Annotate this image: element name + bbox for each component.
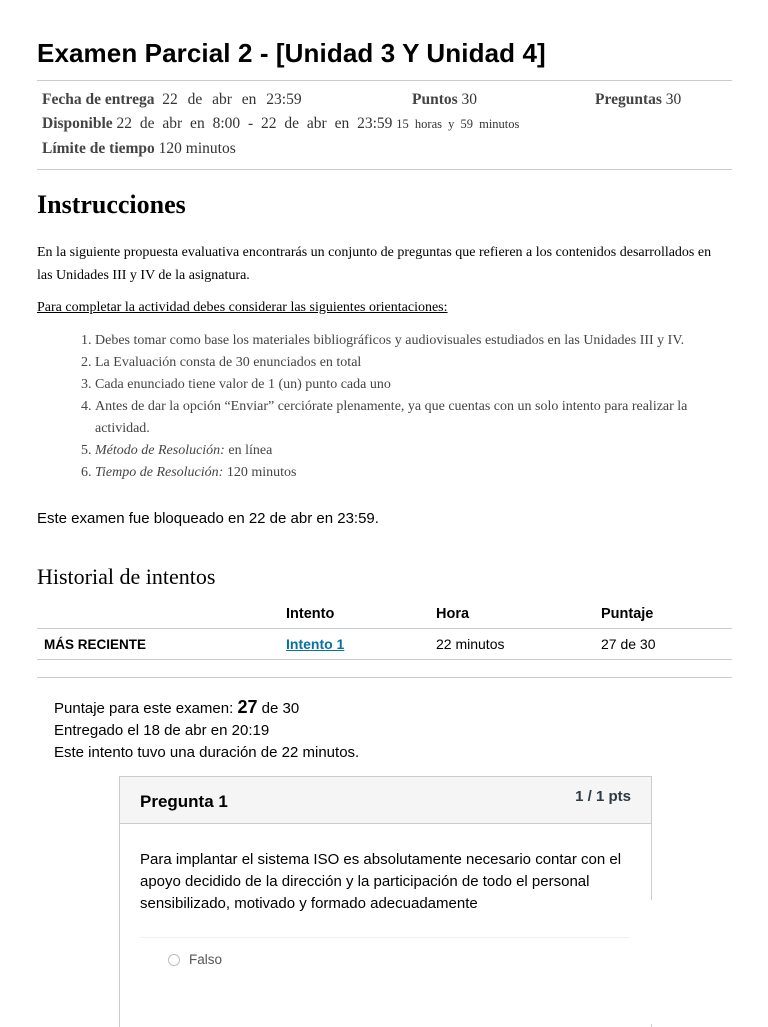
list-item: 6. Tiempo de Resolución: 120 minutos	[95, 462, 717, 484]
time-limit-value: 120 minutos	[158, 140, 236, 157]
divider	[37, 677, 732, 678]
card-edge-mask	[651, 900, 654, 1024]
submitted-line: Entregado el 18 de abr en 20:19	[54, 722, 270, 739]
column-header	[37, 600, 286, 629]
divider	[37, 80, 732, 81]
available-duration: 15 horas y 59 minutos	[396, 117, 520, 131]
due-value: 22 de abr en 23:59	[162, 91, 302, 108]
instructions-heading: Instrucciones	[37, 190, 186, 219]
exam-meta-row-1	[42, 91, 302, 109]
answer-option[interactable]	[168, 952, 222, 967]
question-points: 1 / 1 pts	[575, 788, 631, 805]
available-value: 22 de abr en 8:00 - 22 de abr en 23:59	[116, 115, 393, 132]
answer-divider	[140, 937, 630, 938]
exam-meta-row-3	[42, 140, 236, 158]
attempt-score: 27 de 30	[601, 629, 732, 660]
list-item: 5. Método de Resolución: en línea	[95, 440, 717, 462]
question-card	[119, 776, 652, 1027]
column-header: Intento	[286, 600, 436, 629]
question-header	[120, 777, 651, 824]
questions-meta	[595, 91, 681, 109]
divider	[37, 169, 732, 170]
column-header: Puntaje	[601, 600, 732, 629]
points-meta	[412, 91, 477, 109]
score-total: de 30	[261, 700, 300, 717]
list-item: 3. Cada enunciado tiene valor de 1 (un) punto cada uno	[95, 374, 717, 396]
instructions-intro: En la siguiente propuesta evaluativa encontrarás un conjunto de preguntas que refieren a los contenidos desarrollados en las Unidades III y IV de la asignatura.	[37, 245, 712, 283]
radio-icon[interactable]	[168, 954, 180, 966]
column-header: Hora	[436, 600, 601, 629]
score-line	[54, 697, 299, 718]
locked-notice: Este examen fue bloqueado en 22 de abr en 23:59.	[37, 510, 379, 527]
question-title: Pregunta 1	[140, 792, 228, 811]
table-row	[37, 629, 732, 660]
attempt-link[interactable]: Intento 1	[286, 636, 345, 652]
questions-label: Preguntas	[595, 91, 662, 108]
duration-line: Este intento tuvo una duración de 22 minutos.	[54, 744, 360, 761]
due-label: Fecha de entrega	[42, 91, 155, 108]
points-value: 30	[461, 91, 478, 108]
list-item: 4. Antes de dar la opción “Enviar” cerciórate plenamente, ya que cuentas con un solo intento para realizar la actividad.	[95, 396, 717, 440]
time-limit-label: Límite de tiempo	[42, 140, 155, 157]
exam-meta-row-2	[42, 115, 519, 133]
history-heading: Historial de intentos	[37, 564, 216, 589]
orientation-lead: Para completar la actividad debes considerar las siguientes orientaciones:	[37, 300, 448, 315]
answer-label: Falso	[189, 952, 223, 967]
questions-value: 30	[665, 91, 682, 108]
score-label: Puntaje para este examen:	[54, 700, 234, 717]
table-header-row	[37, 600, 732, 629]
orientations-list	[37, 330, 717, 484]
list-item: 2. La Evaluación consta de 30 enunciados en total	[95, 352, 717, 374]
points-label: Puntos	[412, 91, 458, 108]
question-text: Para implantar el sistema ISO es absolutamente necesario contar con el apoyo decidido de la dirección y la participación de todo el personal sensibilizado, motivado y formado adecuadamente	[140, 851, 622, 912]
recent-tag: MÁS RECIENTE	[37, 629, 286, 660]
attempts-table	[37, 600, 732, 660]
exam-title: Examen Parcial 2 - [Unidad 3 Y Unidad 4]	[37, 38, 546, 68]
score-value: 27	[237, 697, 258, 717]
attempt-time: 22 minutos	[436, 629, 601, 660]
available-label: Disponible	[42, 115, 113, 132]
list-item: 1. Debes tomar como base los materiales bibliográficos y audiovisuales estudiados en las Unidades III y IV.	[95, 330, 717, 352]
